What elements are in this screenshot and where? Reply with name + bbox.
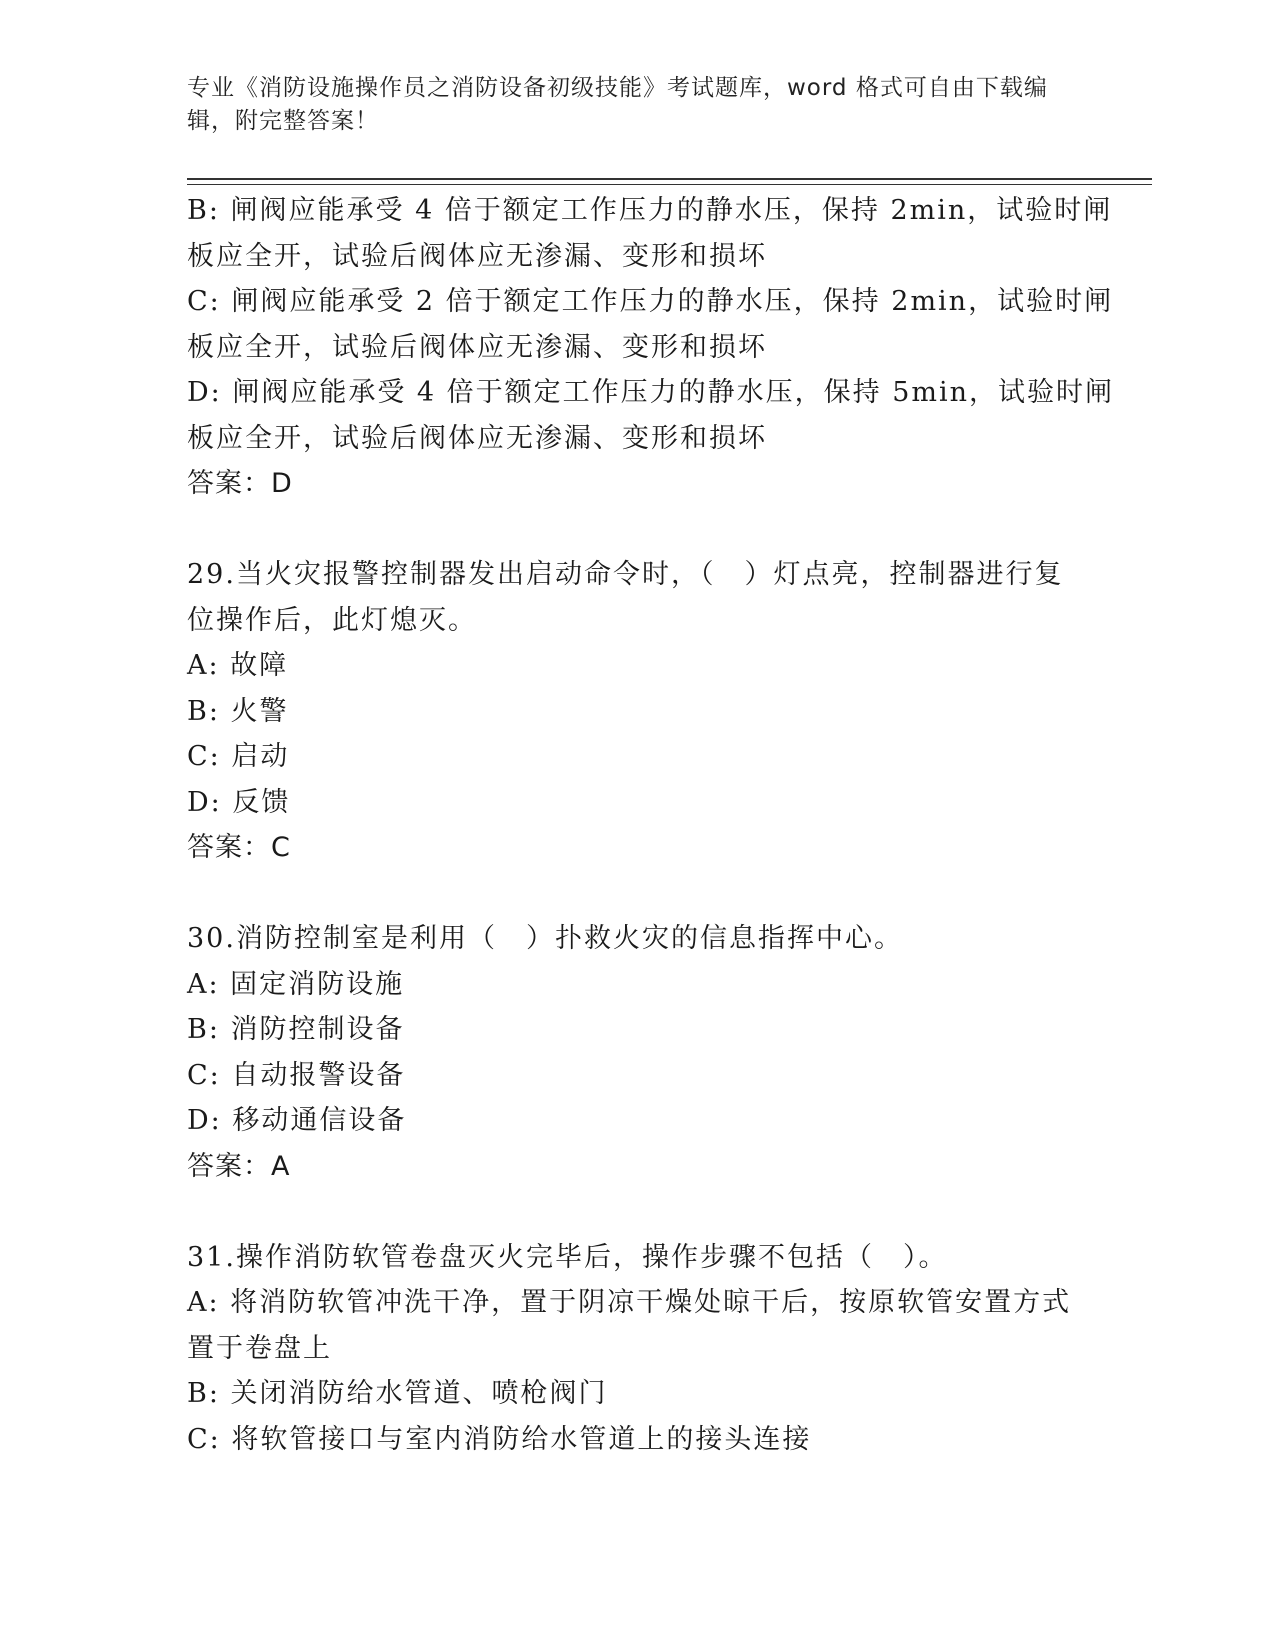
q29-option-a: A: 故障 <box>187 650 289 681</box>
q31-option-a-line-1: A: 将消防软管冲洗干净，置于阴凉干燥处晾干后，按原软管安置方式 <box>187 1287 1072 1318</box>
q28-option-c-line-1: C: 闸阀应能承受 2 倍于额定工作压力的静水压，保持 2min，试验时闸 <box>187 286 1114 317</box>
q30-option-d: D: 移动通信设备 <box>187 1105 407 1136</box>
question-content <box>187 188 1115 1462</box>
q30-stem: 30.消防控制室是利用（ ）扑救火灾的信息指挥中心。 <box>187 923 903 954</box>
q29-option-d: D: 反馈 <box>187 786 291 818</box>
q29-stem-line-2: 位操作后，此灯熄灭。 <box>187 604 477 636</box>
header-divider-thick <box>187 178 1152 180</box>
q28-option-b-line-1: B: 闸阀应能承受 4 倍于额定工作压力的静水压，保持 2min，试验时闸 <box>187 195 1113 226</box>
spacer <box>187 1189 1067 1235</box>
q30-answer: 答案：A <box>187 1150 291 1182</box>
spacer <box>187 871 1067 917</box>
header-divider-thin <box>187 184 1152 185</box>
header-line-2: 辑，附完整答案！ <box>187 108 379 134</box>
q29-option-c: C: 启动 <box>187 741 290 772</box>
q28-option-c-line-2: 板应全开，试验后阀体应无渗漏、变形和损坏 <box>187 331 767 363</box>
q29-answer: 答案：C <box>187 832 291 863</box>
q30-option-a: A: 固定消防设施 <box>187 968 405 1000</box>
q28-option-b-line-2: 板应全开，试验后阀体应无渗漏、变形和损坏 <box>187 240 767 272</box>
q29-option-b: B: 火警 <box>187 695 289 727</box>
q31-option-a-line-2: 置于卷盘上 <box>187 1332 332 1364</box>
question-29 <box>187 552 1067 871</box>
question-31 <box>187 1235 1072 1463</box>
q31-stem: 31.操作消防软管卷盘灭火完毕后，操作步骤不包括（ ）。 <box>187 1241 948 1273</box>
q31-option-c: C: 将软管接口与室内消防给水管道上的接头连接 <box>187 1423 812 1455</box>
q28-option-d-line-1: D: 闸阀应能承受 4 倍于额定工作压力的静水压，保持 5min，试验时闸 <box>187 377 1115 408</box>
question-28-tail <box>187 188 1115 507</box>
header-line-1: 专业《消防设施操作员之消防设备初级技能》考试题库，word 格式可自由下载编 <box>187 75 1048 101</box>
q30-option-b: B: 消防控制设备 <box>187 1014 405 1045</box>
q28-answer: 答案：D <box>187 468 293 499</box>
q28-option-d-line-2: 板应全开，试验后阀体应无渗漏、变形和损坏 <box>187 422 767 454</box>
q31-option-b: B: 关闭消防给水管道、喷枪阀门 <box>187 1378 608 1409</box>
document-header <box>187 72 1067 138</box>
question-30 <box>187 916 1067 1189</box>
q30-option-c: C: 自动报警设备 <box>187 1059 406 1091</box>
q29-stem-line-1: 29.当火灾报警控制器发出启动命令时，（ ）灯点亮，控制器进行复 <box>187 559 1064 590</box>
spacer <box>187 507 1067 553</box>
